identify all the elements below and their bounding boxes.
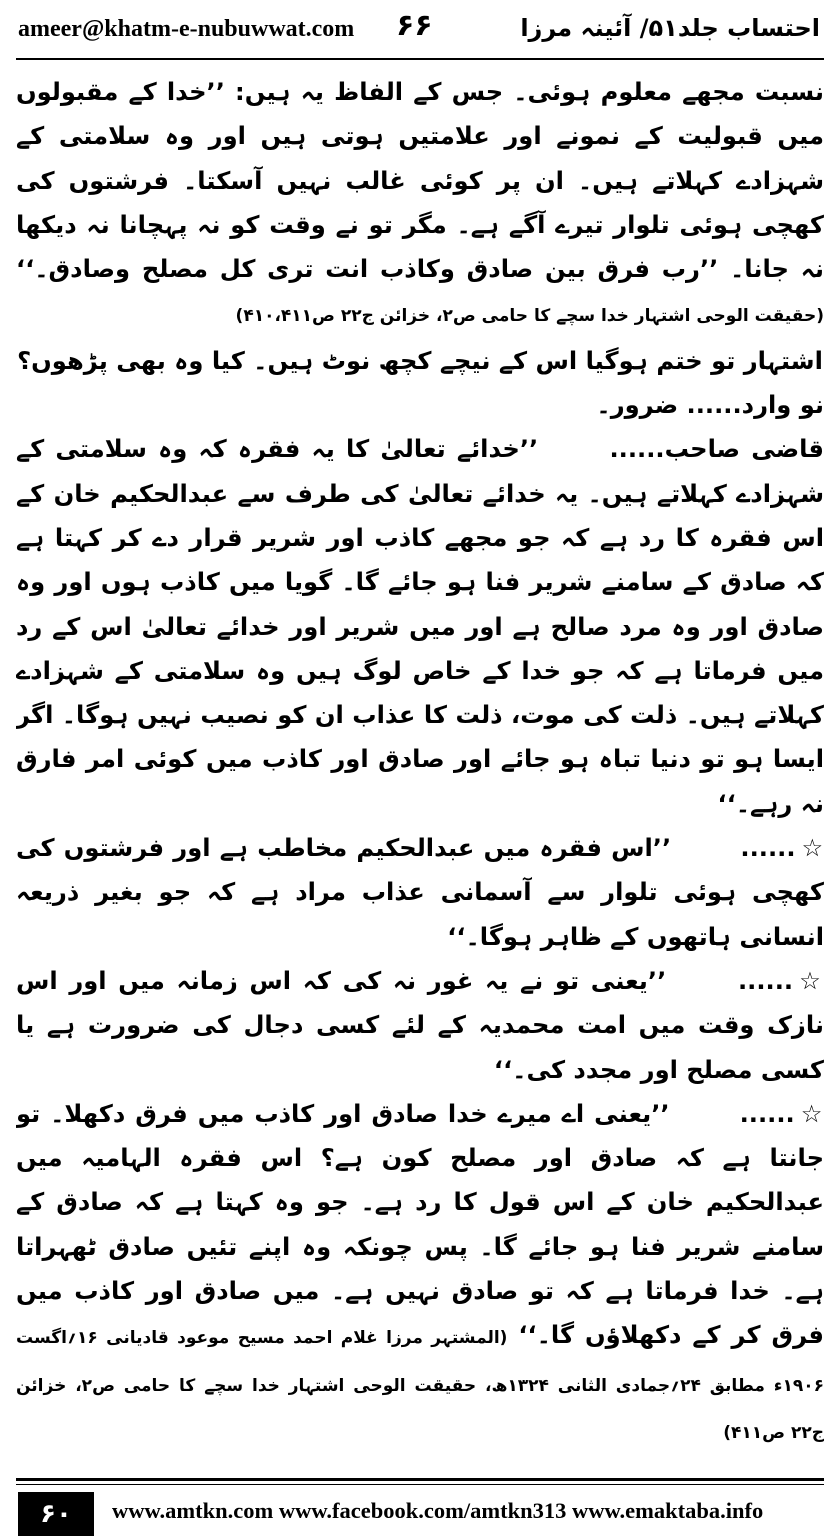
page-footer: [0, 1478, 840, 1540]
note-1-lead: ......: [740, 834, 796, 863]
page-header: [0, 0, 840, 68]
paragraph-1-text: نسبت مجھے معلوم ہوئی۔ جس کے الفاظ یہ ہیں: ’’خدا کے مقبولوں میں قبولیت کے نمونے اور علامتیں ہوتی ہیں اور وہ سلامتی کے شہزادے کہلاتے ہیں۔ ان پر کوئی غالب نہیں آسکتا۔ فرشتوں کی کھچی ہوئی تلوار تیرے آگے ہے۔ مگر تو نے وقت کو نہ پہچانا نہ دیکھا نہ جانا۔ ’’رب فرق بین صادق وکاذب انت تری کل مصلح وصادق۔‘‘: [16, 78, 824, 284]
paragraph-3-text: ضرور۔: [596, 391, 679, 420]
note-3-lead: ......: [739, 1099, 795, 1128]
speaker-qazi: قاضی صاحب......: [609, 435, 824, 464]
paragraph-4: [16, 427, 824, 826]
page-body: [16, 70, 824, 1465]
header-email: ameer@khatm-e-nubuwwat.com: [18, 16, 355, 42]
note-2-lead: ......: [737, 966, 794, 995]
star-icon: ☆: [801, 834, 824, 863]
note-3-text: ’’یعنی اے میرے خدا صادق اور کاذب میں فرق دکھلا۔ تو جانتا ہے کہ صادق اور مصلح کون ہے؟ اس فقرہ الہامیہ میں عبدالحکیم خان کے اس قول کا رد ہے۔ جو وہ کہتا ہے کہ صادق کے سامنے شریر فنا ہو جائے گا۔ پس چونکہ وہ اپنے تئیں صادق ٹھہراتا ہے۔ خدا فرماتا ہے کہ تو صادق نہیں ہے۔ میں صادق اور کاذب میں فرق کر کے دکھلاؤں گا۔‘‘: [16, 1099, 824, 1350]
reference-2: (المشتہر مرزا غلام احمد مسیح موعود قادیانی ۱۶؍اگست ۱۹۰۶ء مطابق ۲۴؍جمادی الثانی ۱۳۲۴ھ، حقیقت الوحی اشتہار خدا سچے کا حامی ص۲، خزائن ج۲۲ ص۴۱۱): [16, 1328, 824, 1443]
header-page-number: ۶۶: [396, 8, 433, 43]
paragraph-2: اشتہار تو ختم ہوگیا اس کے نیچے کچھ نوٹ ہیں۔ کیا وہ بھی پڑھوں؟: [17, 346, 823, 375]
header-title: احتساب جلد۵۱/ آئینہ مرزا: [520, 14, 820, 42]
header-rule: [16, 58, 824, 60]
reference-1: (حقیقت الوحی اشتہار خدا سچے کا حامی ص۲، خزائن ج۲۲ ص۴۱۰،۴۱۱): [235, 306, 824, 327]
note-1: [16, 826, 824, 959]
paragraph-3: [16, 383, 824, 427]
star-icon: ☆: [799, 966, 824, 995]
note-2: [16, 959, 824, 1092]
footer-page-box: ۶۰: [18, 1492, 94, 1536]
paragraph-5: [16, 1455, 824, 1465]
speaker-qazi-2: [610, 1463, 824, 1465]
note-1-text: ’’اس فقرہ میں عبدالحکیم مخاطب ہے اور فرشتوں کی کھچی ہوئی تلوار سے آسمانی عذاب مراد ہے کہ جو بغیر ذریعہ انسانی ہاتھوں کے ظاہر ہوگا۔‘‘: [16, 834, 824, 951]
footer-rule-thick: [16, 1478, 824, 1481]
speaker-newcomer: نو وارد......: [686, 391, 824, 420]
footer-rule-thin: [16, 1484, 824, 1485]
paragraph-1: [16, 70, 824, 339]
paragraph-4-text: ’’خدائے تعالیٰ کا یہ فقرہ کہ وہ سلامتی کے شہزادے کہلاتے ہیں۔ یہ خدائے تعالیٰ کی طرف سے عبدالحکیم خان کے اس فقرہ کا رد ہے کہ جو مجھے کاذب اور شریر قرار دے کر کہتا ہے کہ صادق کے سامنے شریر فنا ہو جائے گا۔ گویا میں کاذب ہوں اور وہ صادق اور وہ مرد صالح ہے اور میں شریر اور خدائے تعالیٰ اس کے رد میں فرماتا ہے کہ جو خدا کے خاص لوگ ہیں وہ سلامتی کے شہزادے کہلاتے ہیں۔ ذلت کی موت، ذلت کا عذاب ان کو نصیب نہیں ہوگا۔ اگر ایسا ہو تو دنیا تباہ ہو جائے اور صادق اور کاذب میں کوئی امر فارق نہ رہے۔‘‘: [16, 435, 824, 818]
note-3: [16, 1092, 824, 1455]
star-icon: ☆: [800, 1099, 824, 1128]
note-2-text: ’’یعنی تو نے یہ غور نہ کی کہ اس زمانہ میں اور اس نازک وقت میں امت محمدیہ کے لئے کسی دجال کی ضرورت ہے یا کسی مصلح اور مجدد کی۔‘‘: [16, 966, 824, 1084]
footer-links: www.amtkn.com www.facebook.com/amtkn313 www.emaktaba.info: [112, 1498, 764, 1523]
